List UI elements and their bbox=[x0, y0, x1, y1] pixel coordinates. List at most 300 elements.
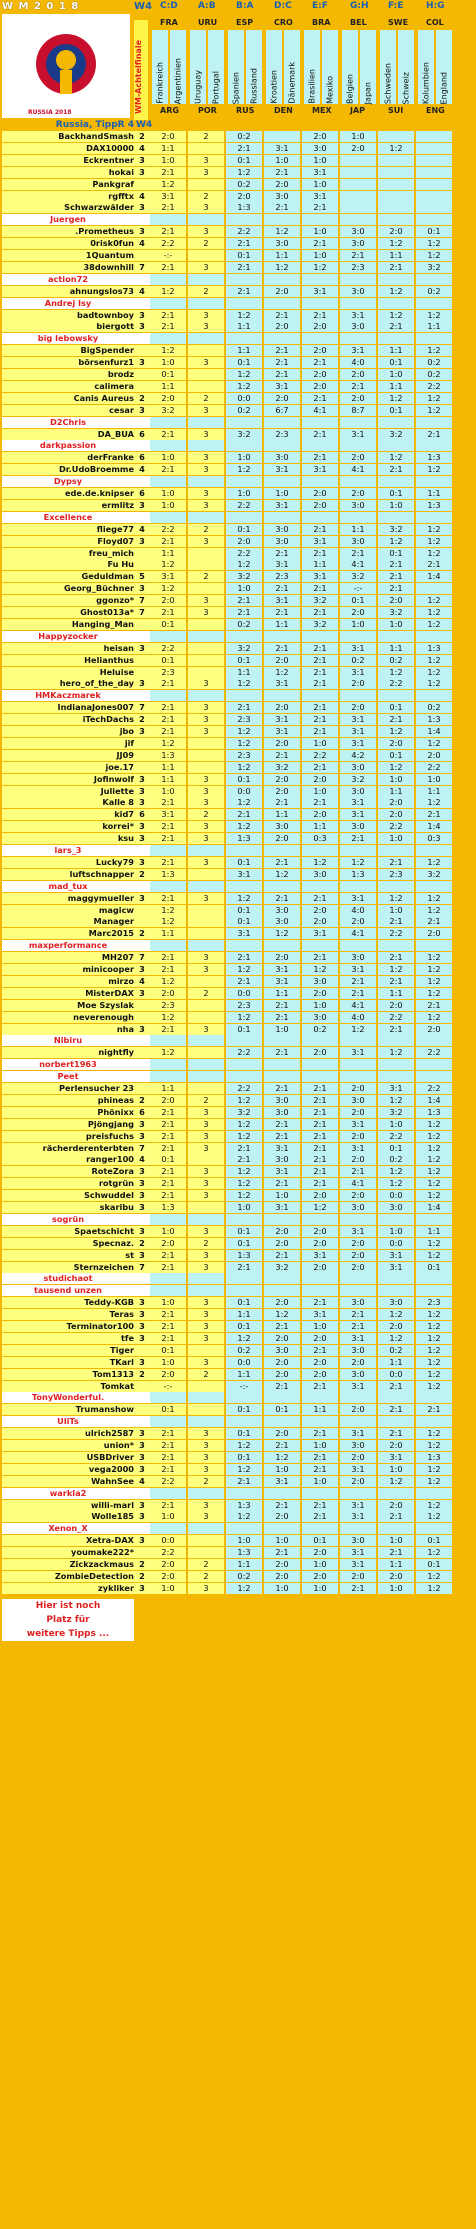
score-cell-empty bbox=[416, 298, 452, 309]
score-cell: 3 bbox=[188, 1262, 224, 1273]
score-cell: 1:0 bbox=[150, 1297, 186, 1308]
score-cell: 2:0 bbox=[302, 905, 338, 916]
score-cell: 4:1 bbox=[340, 928, 376, 939]
player-points: 6 bbox=[134, 1107, 150, 1118]
score-cell: 3:1 bbox=[340, 1047, 376, 1058]
player-name: Tom1313 bbox=[2, 1369, 134, 1380]
score-cell-empty bbox=[150, 940, 186, 951]
score-cell: 3:1 bbox=[340, 964, 376, 975]
score-cell: 0:1 bbox=[378, 488, 414, 499]
score-cell: 1:0 bbox=[416, 774, 452, 785]
player-name: calimera bbox=[2, 381, 134, 392]
score-cell: 2:1 bbox=[150, 1309, 186, 1320]
score-cell: 3 bbox=[188, 202, 224, 213]
table-row bbox=[0, 1404, 476, 1415]
player-points: 3 bbox=[134, 1440, 150, 1451]
score-cell bbox=[188, 143, 224, 154]
score-cell-empty bbox=[226, 845, 262, 856]
score-cell: 1:2 bbox=[416, 1309, 452, 1320]
score-cell: 1:2 bbox=[416, 1119, 452, 1130]
score-cell: 0:2 bbox=[378, 1154, 414, 1165]
player-points bbox=[134, 369, 150, 380]
player-name: hokai bbox=[2, 167, 134, 178]
score-cell-empty bbox=[150, 1273, 186, 1284]
score-cell: 1:1 bbox=[378, 786, 414, 797]
round-name: Russia, TippR 4 bbox=[55, 120, 134, 130]
score-cell: 3:1 bbox=[264, 1202, 300, 1213]
player-name: USBDriver bbox=[2, 1452, 134, 1463]
score-cell: 1:0 bbox=[378, 1535, 414, 1546]
player-name: korrei* bbox=[2, 821, 134, 832]
score-cell: 1:0 bbox=[302, 1559, 338, 1570]
score-cell: 2:1 bbox=[378, 1381, 414, 1392]
score-cell: 3 bbox=[188, 488, 224, 499]
table-row bbox=[0, 155, 476, 166]
score-cell: 2:1 bbox=[264, 548, 300, 559]
table-row bbox=[0, 1321, 476, 1332]
score-cell-empty bbox=[416, 1035, 452, 1046]
score-cell: 1:2 bbox=[416, 536, 452, 547]
player-name: Pjöngjang bbox=[2, 1119, 134, 1130]
score-cell bbox=[378, 202, 414, 213]
score-cell-empty bbox=[340, 1273, 376, 1284]
score-cell: 0:1 bbox=[416, 1559, 452, 1570]
score-cell: 2:1 bbox=[264, 893, 300, 904]
score-cell: 2:0 bbox=[226, 191, 262, 202]
score-cell: 2:1 bbox=[226, 1262, 262, 1273]
table-row bbox=[0, 345, 476, 356]
score-cell: 1:0 bbox=[264, 1190, 300, 1201]
player-name: jbo bbox=[2, 726, 134, 737]
score-cell-empty bbox=[416, 214, 452, 225]
group-divider bbox=[0, 1285, 476, 1296]
score-cell-empty bbox=[340, 440, 376, 451]
table-row bbox=[0, 1190, 476, 1201]
score-cell: 1:2 bbox=[416, 1583, 452, 1594]
score-cell: 3:2 bbox=[378, 1107, 414, 1118]
table-row bbox=[0, 1309, 476, 1320]
player-points: 6 bbox=[134, 809, 150, 820]
score-cell: 1:2 bbox=[416, 405, 452, 416]
player-points: 3 bbox=[134, 893, 150, 904]
player-name: phineas bbox=[2, 1095, 134, 1106]
score-cell-empty bbox=[416, 1416, 452, 1427]
score-cell: 3:0 bbox=[340, 1202, 376, 1213]
score-cell: 2:0 bbox=[340, 1452, 376, 1463]
score-cell: 2:1 bbox=[264, 1119, 300, 1130]
score-cell-empty bbox=[340, 631, 376, 642]
team-top: FRA bbox=[160, 18, 178, 27]
score-cell bbox=[188, 1345, 224, 1356]
player-name: Marc2015 bbox=[2, 928, 134, 939]
player-name: Trumanshow bbox=[2, 1404, 134, 1415]
score-cell: 0:1 bbox=[150, 655, 186, 666]
player-points bbox=[134, 1404, 150, 1415]
score-cell: 2:1 bbox=[302, 762, 338, 773]
score-cell-empty bbox=[378, 1071, 414, 1082]
score-cell-empty bbox=[378, 214, 414, 225]
score-cell-empty bbox=[226, 1523, 262, 1534]
score-cell: 3:1 bbox=[302, 167, 338, 178]
score-cell: 1:4 bbox=[416, 726, 452, 737]
score-cell: 2:2 bbox=[150, 1476, 186, 1487]
score-cell: 3:0 bbox=[340, 238, 376, 249]
score-cell: 1:2 bbox=[416, 678, 452, 689]
score-cell: 1:1 bbox=[340, 524, 376, 535]
player-name: MH207 bbox=[2, 952, 134, 963]
table-row bbox=[0, 179, 476, 190]
score-cell bbox=[188, 916, 224, 927]
score-cell: 1:2 bbox=[226, 559, 262, 570]
player-points: 7 bbox=[134, 607, 150, 618]
player-points bbox=[134, 381, 150, 392]
score-cell: 3 bbox=[188, 797, 224, 808]
score-cell: 2:1 bbox=[264, 1381, 300, 1392]
team-vertical bbox=[228, 30, 244, 104]
score-cell-empty bbox=[378, 940, 414, 951]
score-cell: 2:1 bbox=[302, 726, 338, 737]
player-name: Tomkat bbox=[2, 1381, 134, 1392]
score-cell: 2:0 bbox=[378, 1440, 414, 1451]
score-cell: 1:2 bbox=[416, 667, 452, 678]
player-name: Juliette bbox=[2, 786, 134, 797]
player-name: rächerderenterbten bbox=[2, 1143, 134, 1154]
score-cell: 1:2 bbox=[264, 1452, 300, 1463]
score-cell-empty bbox=[264, 214, 300, 225]
score-cell: 3 bbox=[188, 1131, 224, 1142]
player-points: 3 bbox=[134, 1333, 150, 1344]
group-divider bbox=[0, 512, 476, 523]
player-name: 38downhill bbox=[2, 262, 134, 273]
player-points: 2 bbox=[134, 1571, 150, 1582]
team-full-name: Brasilien bbox=[307, 69, 317, 104]
score-cell: 2:1 bbox=[302, 238, 338, 249]
score-cell: 1:2 bbox=[416, 1381, 452, 1392]
team-full-name: England bbox=[439, 71, 449, 104]
score-cell: 3:1 bbox=[340, 1559, 376, 1570]
player-name: cesar bbox=[2, 405, 134, 416]
score-cell: 2:1 bbox=[378, 1404, 414, 1415]
score-cell-empty bbox=[226, 1416, 262, 1427]
score-cell: 3:2 bbox=[340, 774, 376, 785]
score-cell: 1:1 bbox=[150, 762, 186, 773]
score-cell: 2:1 bbox=[302, 202, 338, 213]
score-cell: 1:2 bbox=[416, 1012, 452, 1023]
player-name: rotgrün bbox=[2, 1178, 134, 1189]
score-cell: 0:1 bbox=[150, 619, 186, 630]
score-cell-empty bbox=[378, 417, 414, 428]
score-cell: 3:1 bbox=[340, 738, 376, 749]
score-cell: 1:2 bbox=[226, 369, 262, 380]
score-cell: 2:1 bbox=[150, 702, 186, 713]
score-cell: 0:1 bbox=[150, 369, 186, 380]
score-cell: 1:2 bbox=[416, 797, 452, 808]
score-cell: 3:1 bbox=[340, 726, 376, 737]
player-points bbox=[134, 548, 150, 559]
score-cell-empty bbox=[188, 274, 224, 285]
team-vertical bbox=[246, 30, 262, 104]
table-row bbox=[0, 167, 476, 178]
score-cell: 0:1 bbox=[226, 1226, 262, 1237]
score-cell-empty bbox=[416, 845, 452, 856]
score-cell: 2:0 bbox=[302, 321, 338, 332]
score-cell: 2:0 bbox=[378, 738, 414, 749]
score-cell bbox=[188, 1000, 224, 1011]
score-cell: 1:1 bbox=[416, 488, 452, 499]
score-cell: 1:2 bbox=[378, 310, 414, 321]
group-name: maxperformance bbox=[28, 940, 108, 951]
player-name: BigSpender bbox=[2, 345, 134, 356]
score-cell: 3 bbox=[188, 1297, 224, 1308]
score-cell: 2:1 bbox=[378, 464, 414, 475]
score-cell: 3:1 bbox=[340, 1511, 376, 1522]
player-name: Xetra-DAX bbox=[2, 1535, 134, 1546]
group-divider bbox=[0, 1488, 476, 1499]
score-cell: 3:1 bbox=[264, 500, 300, 511]
score-cell: 1:1 bbox=[302, 559, 338, 570]
score-cell: 3:0 bbox=[340, 762, 376, 773]
score-cell: 2:1 bbox=[226, 262, 262, 273]
page-title: W M 2 0 1 8 bbox=[2, 1, 80, 12]
score-cell: 1:1 bbox=[378, 1357, 414, 1368]
score-cell: 2:1 bbox=[302, 1178, 338, 1189]
score-cell: 1:0 bbox=[378, 774, 414, 785]
player-points: 3 bbox=[134, 1452, 150, 1463]
player-name: börsenfurz1 bbox=[2, 357, 134, 368]
score-cell-empty bbox=[188, 214, 224, 225]
score-cell: 2:0 bbox=[264, 1238, 300, 1249]
score-cell: 1:0 bbox=[150, 488, 186, 499]
score-cell-empty bbox=[302, 274, 338, 285]
score-cell-empty bbox=[264, 1416, 300, 1427]
player-points: 4 bbox=[134, 1476, 150, 1487]
score-cell: 1:0 bbox=[226, 1535, 262, 1546]
score-cell: 1:0 bbox=[302, 226, 338, 237]
player-points: 7 bbox=[134, 595, 150, 606]
score-cell: 2:1 bbox=[150, 1131, 186, 1142]
player-points: 2 bbox=[134, 393, 150, 404]
score-cell: 2 bbox=[188, 1369, 224, 1380]
player-name: Spaetschicht bbox=[2, 1226, 134, 1237]
score-cell: 2:1 bbox=[340, 976, 376, 987]
player-points: 4 bbox=[134, 143, 150, 154]
score-cell-empty bbox=[264, 631, 300, 642]
score-cell: 0:1 bbox=[226, 1321, 262, 1332]
score-cell: 1:1 bbox=[264, 250, 300, 261]
player-name: tfe bbox=[2, 1333, 134, 1344]
score-cell: 4:1 bbox=[340, 1178, 376, 1189]
table-row bbox=[0, 857, 476, 868]
score-cell bbox=[188, 643, 224, 654]
achtelfinale-label: WM-Achtelfinale bbox=[134, 40, 143, 114]
logo-text: RUSSIA 2018 bbox=[28, 109, 72, 116]
score-cell: 2:0 bbox=[378, 1321, 414, 1332]
score-cell: 1:2 bbox=[416, 857, 452, 868]
score-cell: 1:2 bbox=[378, 393, 414, 404]
score-cell: 2:2 bbox=[150, 1547, 186, 1558]
table-row bbox=[0, 1452, 476, 1463]
score-cell: 2:1 bbox=[264, 583, 300, 594]
score-cell: 2 bbox=[188, 524, 224, 535]
score-cell-empty bbox=[302, 440, 338, 451]
score-cell: 1:3 bbox=[416, 1107, 452, 1118]
score-cell: 2:1 bbox=[226, 143, 262, 154]
score-cell-empty bbox=[302, 333, 338, 344]
table-row bbox=[0, 238, 476, 249]
score-cell-empty bbox=[378, 1392, 414, 1403]
table-row bbox=[0, 1345, 476, 1356]
score-cell: 3:0 bbox=[340, 786, 376, 797]
player-name: BackhandSmash bbox=[2, 131, 134, 142]
table-row bbox=[0, 1547, 476, 1558]
team-bottom: ARG bbox=[160, 106, 179, 115]
score-cell-empty bbox=[264, 1071, 300, 1082]
score-cell: 1:2 bbox=[226, 797, 262, 808]
score-cell: 2:0 bbox=[302, 1238, 338, 1249]
score-cell: 2:1 bbox=[150, 952, 186, 963]
group-name: darkpassion bbox=[39, 440, 97, 451]
score-cell: 1:3 bbox=[416, 452, 452, 463]
player-points: 3 bbox=[134, 1464, 150, 1475]
score-cell: 1:2 bbox=[226, 167, 262, 178]
score-cell-empty bbox=[340, 476, 376, 487]
score-cell: 2:1 bbox=[150, 1024, 186, 1035]
player-name: rgfftx bbox=[2, 191, 134, 202]
score-cell: 2:0 bbox=[150, 131, 186, 142]
score-cell: 1:2 bbox=[416, 1547, 452, 1558]
score-cell-empty bbox=[302, 1035, 338, 1046]
score-cell: 2:0 bbox=[264, 1428, 300, 1439]
team-top: BRA bbox=[312, 18, 331, 27]
score-cell: 2:1 bbox=[150, 607, 186, 618]
score-cell bbox=[188, 1047, 224, 1058]
score-cell: 2:3 bbox=[226, 714, 262, 725]
score-cell: 1:2 bbox=[226, 1131, 262, 1142]
score-cell-empty bbox=[264, 1214, 300, 1225]
score-cell: 2:3 bbox=[378, 869, 414, 880]
score-cell: 1:3 bbox=[150, 750, 186, 761]
score-cell: 2:1 bbox=[150, 1190, 186, 1201]
score-cell: 1:2 bbox=[150, 179, 186, 190]
score-cell: 0:1 bbox=[378, 548, 414, 559]
score-cell: 3 bbox=[188, 1452, 224, 1463]
player-points bbox=[134, 905, 150, 916]
player-points: 3 bbox=[134, 1190, 150, 1201]
score-cell: 1:2 bbox=[264, 226, 300, 237]
score-cell: 4:1 bbox=[340, 464, 376, 475]
player-name: Ghost013a* bbox=[2, 607, 134, 618]
score-cell: 3 bbox=[188, 607, 224, 618]
score-cell: 3:0 bbox=[302, 869, 338, 880]
score-cell: 0:3 bbox=[302, 833, 338, 844]
score-cell bbox=[378, 167, 414, 178]
score-cell: 3:1 bbox=[264, 976, 300, 987]
score-cell-empty bbox=[416, 1488, 452, 1499]
player-name: Dr.UdoBroemme bbox=[2, 464, 134, 475]
table-row bbox=[0, 1143, 476, 1154]
score-cell: 2:1 bbox=[226, 976, 262, 987]
table-row bbox=[0, 202, 476, 213]
score-cell-empty bbox=[416, 1214, 452, 1225]
score-cell: 2:1 bbox=[150, 1428, 186, 1439]
score-cell-empty bbox=[226, 1035, 262, 1046]
score-cell: 1:2 bbox=[226, 964, 262, 975]
score-cell bbox=[188, 559, 224, 570]
score-cell: 2:1 bbox=[264, 750, 300, 761]
score-cell bbox=[378, 191, 414, 202]
score-cell-empty bbox=[150, 512, 186, 523]
score-cell-empty bbox=[150, 1523, 186, 1534]
player-name: Kalle 8 bbox=[2, 797, 134, 808]
score-cell: 3:1 bbox=[340, 809, 376, 820]
score-cell: 1:1 bbox=[226, 1369, 262, 1380]
score-cell-empty bbox=[226, 440, 262, 451]
score-cell: 0:1 bbox=[416, 226, 452, 237]
table-row bbox=[0, 357, 476, 368]
score-cell-empty bbox=[302, 512, 338, 523]
score-cell: 2:1 bbox=[416, 559, 452, 570]
score-cell: 3:0 bbox=[340, 1369, 376, 1380]
score-cell: 3 bbox=[188, 952, 224, 963]
group-label: H:G bbox=[426, 1, 445, 11]
group-divider bbox=[0, 1035, 476, 1046]
score-cell: 0:2 bbox=[416, 369, 452, 380]
score-cell bbox=[188, 1202, 224, 1213]
player-name: maggymueller bbox=[2, 893, 134, 904]
score-cell: 1:2 bbox=[264, 262, 300, 273]
score-cell: 1:2 bbox=[416, 393, 452, 404]
score-cell: 1:0 bbox=[226, 488, 262, 499]
player-points: 3 bbox=[134, 155, 150, 166]
score-cell: 2:0 bbox=[302, 916, 338, 927]
score-cell: 1:2 bbox=[226, 762, 262, 773]
score-cell: 1:2 bbox=[378, 1333, 414, 1344]
team-bottom: RUS bbox=[236, 106, 255, 115]
score-cell-empty bbox=[302, 1214, 338, 1225]
score-cell: 1:2 bbox=[378, 536, 414, 547]
score-cell: 1:0 bbox=[378, 619, 414, 630]
team-vertical bbox=[266, 30, 282, 104]
score-cell bbox=[188, 655, 224, 666]
score-cell bbox=[340, 179, 376, 190]
score-cell: 2:1 bbox=[340, 1321, 376, 1332]
table-row bbox=[0, 1178, 476, 1189]
score-cell: 1:0 bbox=[302, 155, 338, 166]
score-cell-empty bbox=[302, 881, 338, 892]
score-cell: 3:0 bbox=[264, 1107, 300, 1118]
score-cell: 2:1 bbox=[340, 381, 376, 392]
score-cell: 2:1 bbox=[264, 1547, 300, 1558]
score-cell-empty bbox=[416, 1523, 452, 1534]
score-cell: 1:0 bbox=[302, 179, 338, 190]
player-name: Teddy-KGB bbox=[2, 1297, 134, 1308]
score-cell: 2:0 bbox=[264, 1333, 300, 1344]
team-full-name: Frankreich bbox=[155, 62, 165, 104]
score-cell-empty bbox=[416, 940, 452, 951]
score-cell-empty bbox=[188, 417, 224, 428]
group-name: Excellence bbox=[43, 511, 93, 522]
score-cell: 2:1 bbox=[378, 714, 414, 725]
score-cell: 2:1 bbox=[378, 916, 414, 927]
player-points: 3 bbox=[134, 1024, 150, 1035]
score-cell: 3 bbox=[188, 595, 224, 606]
score-cell: 2:1 bbox=[264, 357, 300, 368]
score-cell: 2:1 bbox=[378, 952, 414, 963]
player-points bbox=[134, 1083, 150, 1094]
footer-line: weitere Tipps ... bbox=[26, 1628, 110, 1639]
score-cell-empty bbox=[226, 1214, 262, 1225]
score-cell: 2:0 bbox=[302, 1333, 338, 1344]
